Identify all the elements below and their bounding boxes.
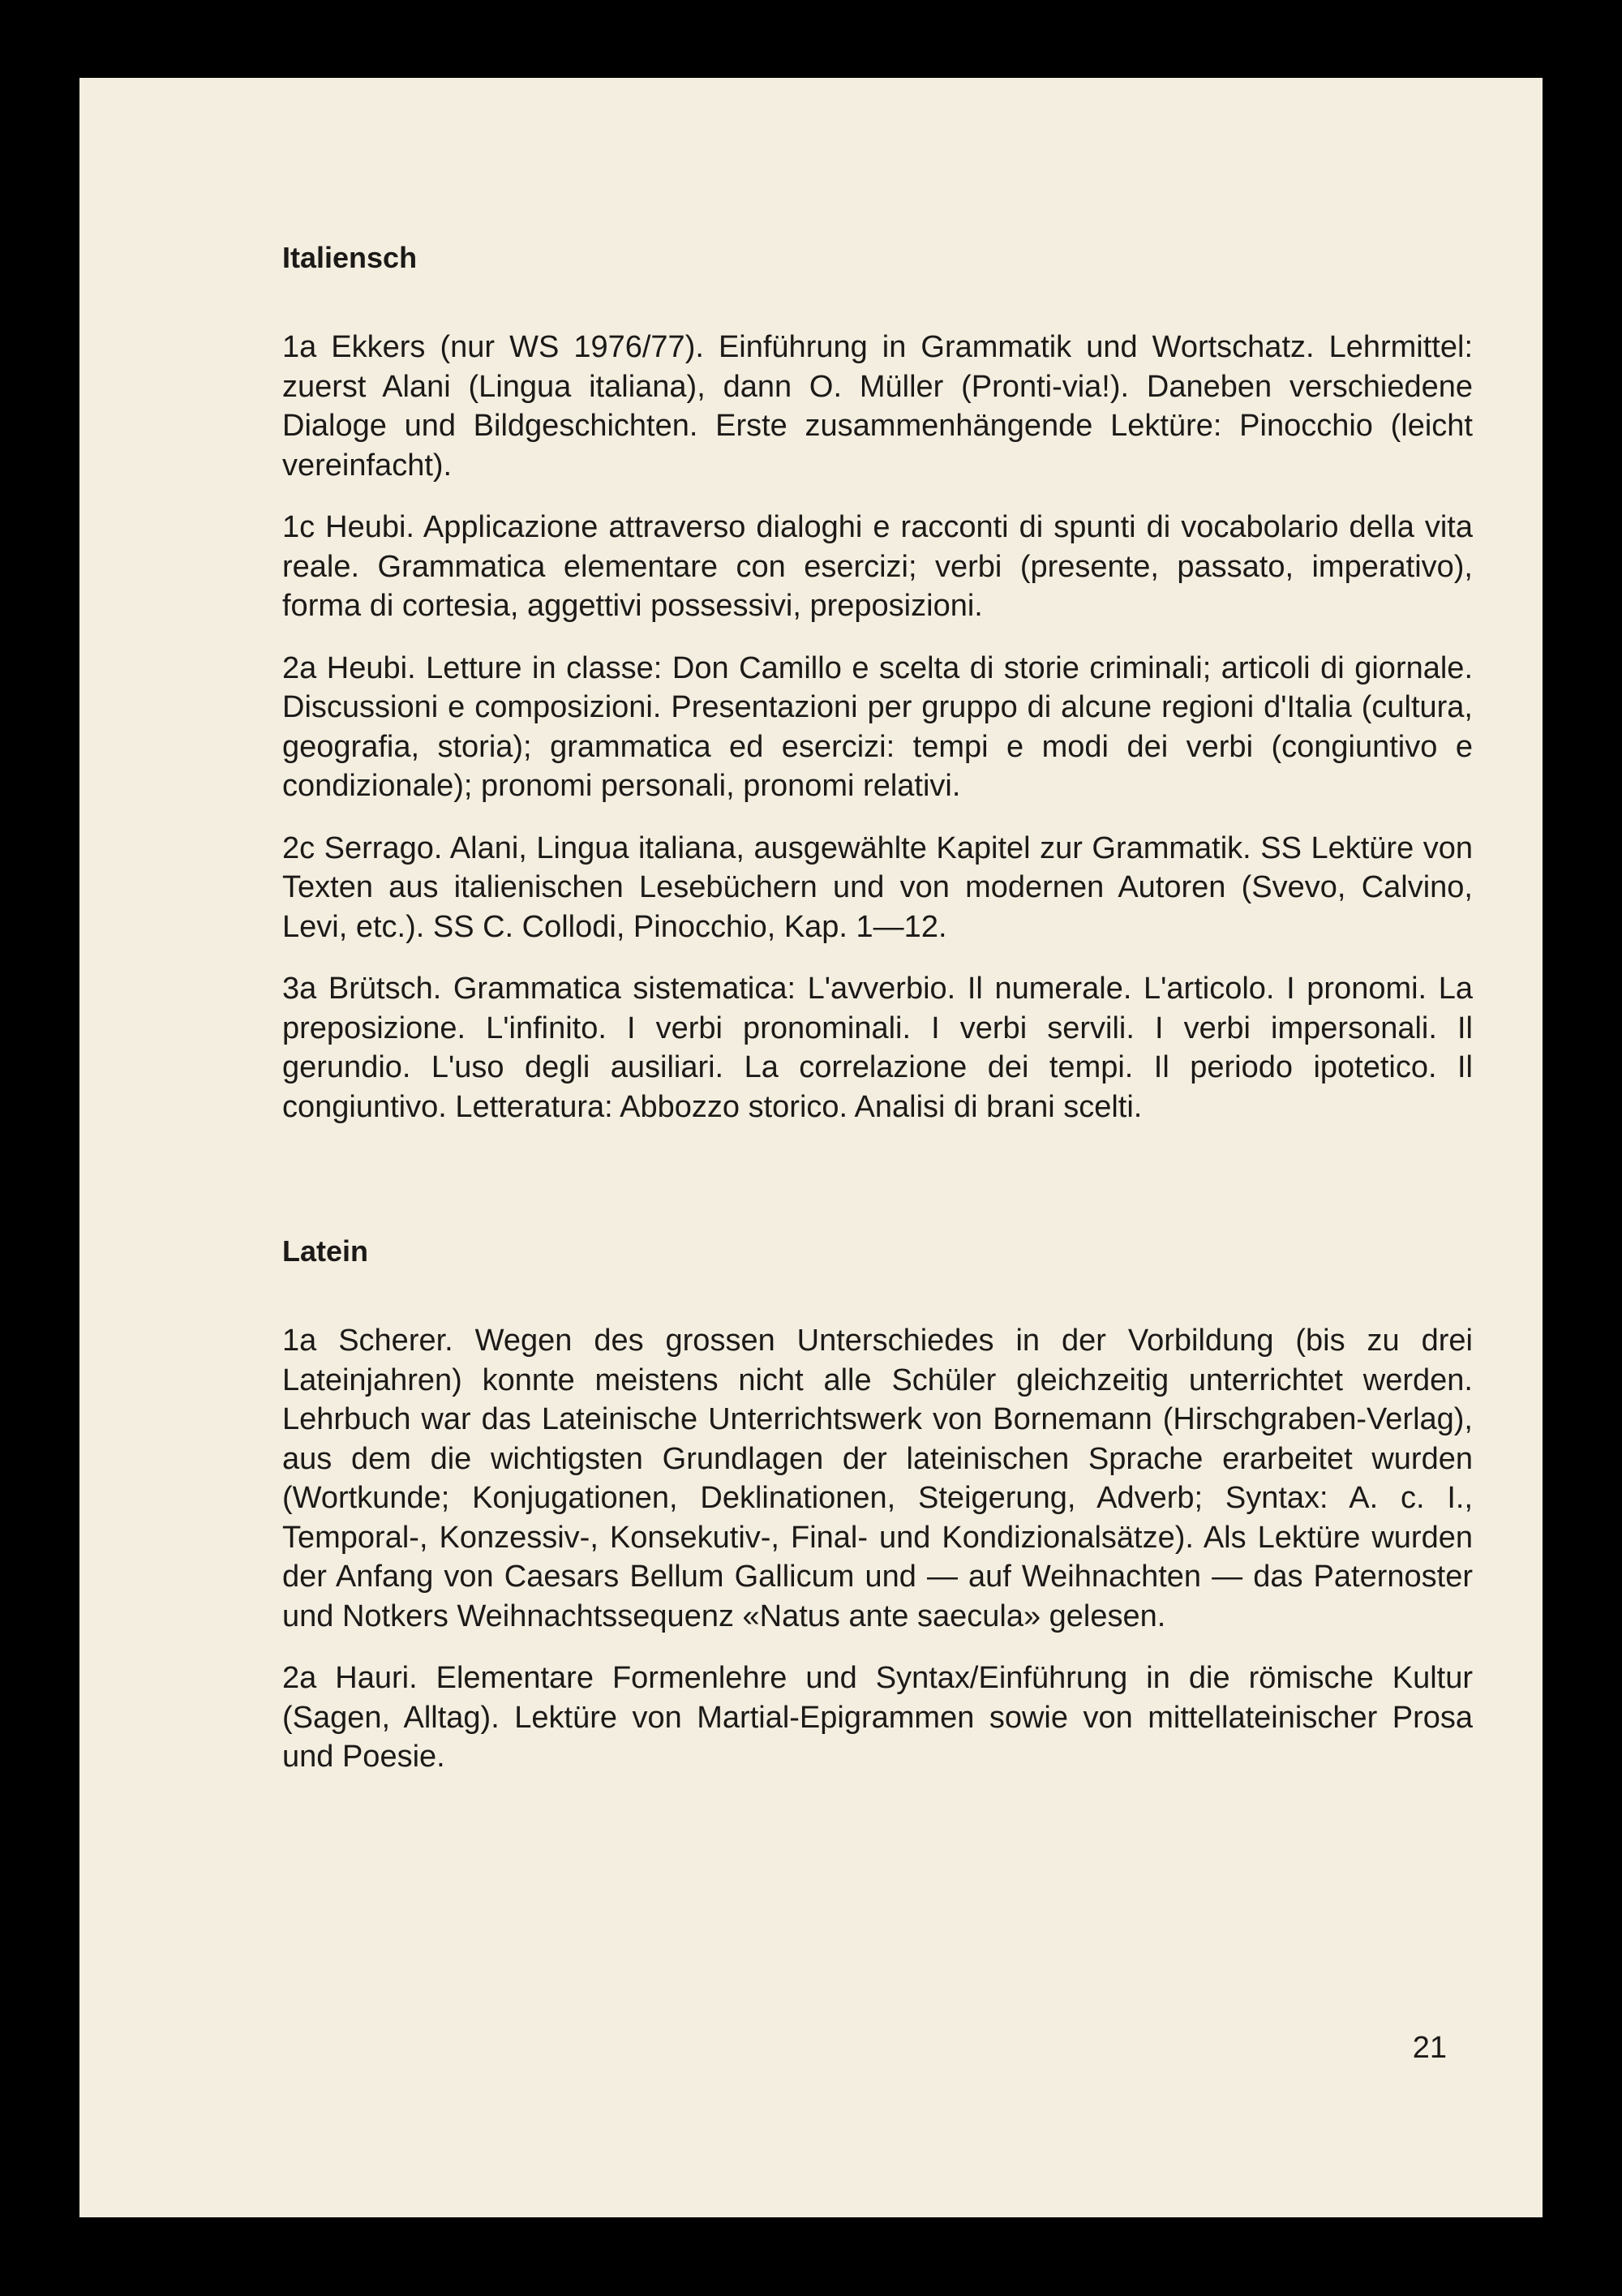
paragraph-1c-heubi: 1c Heubi. Applicazione attraverso dialoghi e racconti di spunti di vocabolario della vita reale. Grammatica elementare con esercizi; verbi (presente, passato, imperativo), forma di cortesia, aggettivi possessivi, preposizioni. <box>282 510 1473 623</box>
page-number: 21 <box>1412 2031 1447 2065</box>
section-title-italian: Italiensch <box>282 241 418 274</box>
page-content <box>282 240 1473 1800</box>
paragraph-2c-serrago: 2c Serrago. Alani, Lingua italiana, ausgewählte Kapitel zur Grammatik. SS Lektüre von Texten aus italienischen Lesebüchern und von modernen Autoren (Svevo, Calvino, Levi, etc.). SS C. Collodi, Pinocchio, Kap. 1—12. <box>282 830 1473 944</box>
paragraph-2a-hauri: 2a Hauri. Elementare Formenlehre und Syntax/Einführung in die römische Kultur (Sagen, Alltag). Lektüre von Martial-Epigrammen sowie von mittellateinischer Prosa und Poesie. <box>282 1661 1473 1774</box>
section-latin <box>282 1234 1473 1777</box>
document-page <box>79 78 1543 2217</box>
section-title-latin: Latein <box>282 1234 369 1268</box>
paragraph-1a-scherer: 1a Scherer. Wegen des grossen Unterschiedes in der Vorbildung (bis zu drei Lateinjahren) konnte meistens nicht alle Schüler gleichzeitig unterrichtet werden. Lehrbuch war das Lateinische Unterrichtswerk von Bornemann (Hirschgraben-Verlag), aus dem die wichtigsten Grundlagen der lateinischen Sprache erarbeitet wurden (Wortkunde; Konjugationen, Deklinationen, Steigerung, Adverb; Syntax: A. c. I., Temporal-, Konzessiv-, Konsekutiv-, Final- und Kondizionalsätze). Als Lektüre wurden der Anfang von Caesars Bellum Gallicum und — auf Weihnachten — das Paternoster und Notkers Weihnachtssequenz «Natus ante saecula» gelesen. <box>282 1324 1473 1633</box>
section-italian <box>282 240 1473 1127</box>
paragraph-1a-ekkers: 1a Ekkers (nur WS 1976/77). Einführung in Grammatik und Wortschatz. Lehrmittel: zuerst Alani (Lingua italiana), dann O. Müller (Pronti-via!). Daneben verschiedene Dialoge und Bildgeschichten. Erste zusammenhängende Lektüre: Pinocchio (leicht vereinfacht). <box>282 330 1473 483</box>
paragraph-2a-heubi: 2a Heubi. Letture in classe: Don Camillo e scelta di storie criminali; articoli di giornale. Discussioni e composizioni. Presentazioni per gruppo di alcune regioni d'Italia (cultura, geografia, storia); grammatica ed esercizi: tempi e modi dei verbi (congiuntivo e condizionale); pronomi personali, pronomi relativi. <box>282 650 1473 803</box>
paragraph-3a-bruetsch: 3a Brütsch. Grammatica sistematica: L'avverbio. Il numerale. L'articolo. I pronomi. La preposizione. L'infinito. I verbi pronominali. I verbi servili. I verbi impersonali. Il gerundio. L'uso degli ausiliari. La correlazione dei tempi. Il periodo ipotetico. Il congiuntivo. Letteratura: Abbozzo storico. Analisi di brani scelti. <box>282 972 1473 1124</box>
